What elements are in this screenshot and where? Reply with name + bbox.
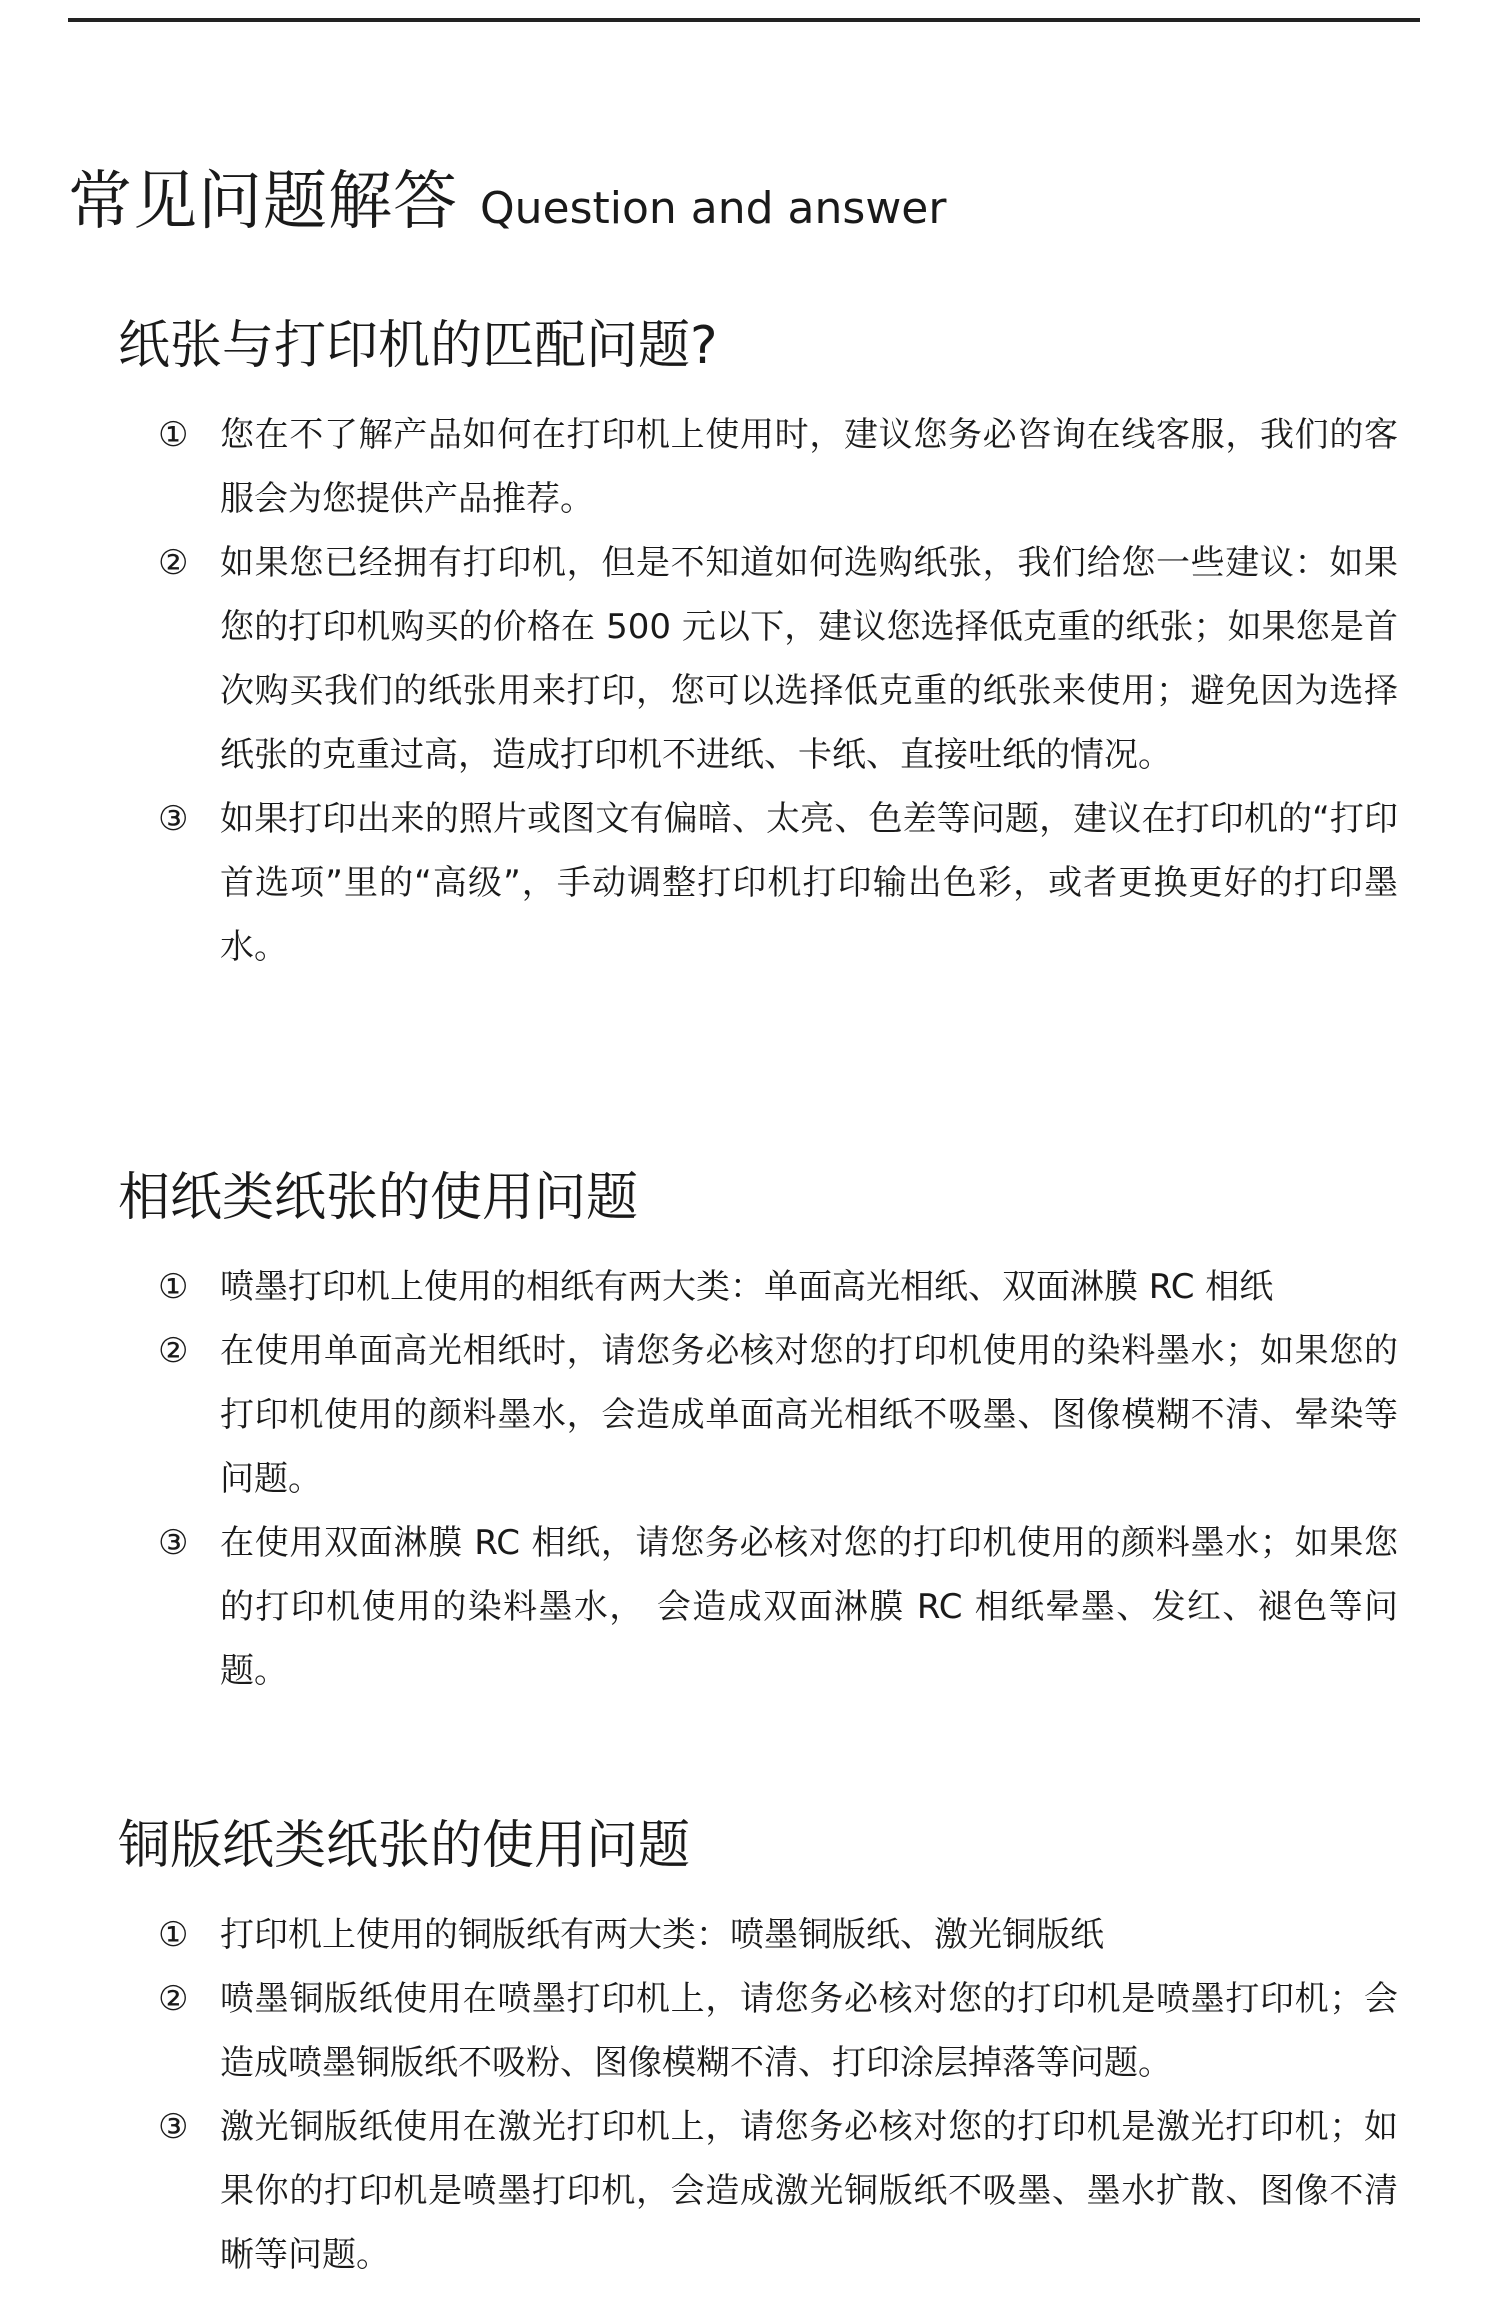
item-text: 打印机上使用的铜版纸有两大类：喷墨铜版纸、激光铜版纸 (220, 1915, 1104, 1956)
item-text: 如果您已经拥有打印机，但是不知道如何选购纸张，我们给您一些建议：如果您的打印机购买的价格在 500 元以下，建议您选择低克重的纸张；如果您是首次购买我们的纸张用来打印，您可以选择低克重的纸张来使用；避免因为选择纸张的克重过高，造成打印机不进纸、卡纸、直接吐纸的情况。 (220, 543, 1398, 776)
section-coated-paper-usage (118, 1818, 1398, 2287)
item-number: ① (158, 415, 189, 456)
item-text: 喷墨打印机上使用的相纸有两大类：单面高光相纸、双面淋膜 RC 相纸 (220, 1267, 1274, 1308)
item-number: ② (158, 1331, 189, 1372)
section-title: 纸张与打印机的匹配问题? (118, 316, 718, 376)
item-number: ② (158, 1979, 189, 2020)
section-title: 相纸类纸张的使用问题 (118, 1168, 639, 1228)
item-number: ① (158, 1267, 189, 1308)
qa-list (118, 1255, 1398, 1703)
list-item (158, 1255, 1398, 1319)
section-photo-paper-usage (118, 1170, 1398, 1703)
item-text: 如果打印出来的照片或图文有偏暗、太亮、色差等问题，建议在打印机的“打印首选项”里的“高级”，手动调整打印机打印输出色彩，或者更换更好的打印墨水。 (220, 799, 1398, 968)
item-text: 激光铜版纸使用在激光打印机上，请您务必核对您的打印机是激光打印机；如果你的打印机是喷墨打印机，会造成激光铜版纸不吸墨、墨水扩散、图像不清晰等问题。 (220, 2107, 1398, 2276)
item-number: ③ (158, 799, 189, 840)
list-item (158, 1511, 1398, 1703)
item-number: ③ (158, 2107, 189, 2148)
page-header (68, 150, 946, 242)
item-number: ③ (158, 1523, 189, 1564)
qa-list (118, 1903, 1398, 2287)
section-printer-paper-matching (118, 318, 1398, 979)
item-text: 在使用单面高光相纸时，请您务必核对您的打印机使用的染料墨水；如果您的打印机使用的颜料墨水，会造成单面高光相纸不吸墨、图像模糊不清、晕染等问题。 (220, 1331, 1398, 1500)
list-item (158, 2095, 1398, 2287)
list-item (158, 531, 1398, 787)
list-item (158, 1319, 1398, 1511)
qa-list (118, 403, 1398, 979)
list-item (158, 1903, 1398, 1967)
list-item (158, 787, 1398, 979)
item-number: ② (158, 543, 189, 584)
list-item (158, 1967, 1398, 2095)
list-item (158, 403, 1398, 531)
page-subtitle: Question and answer (480, 183, 947, 234)
item-text: 您在不了解产品如何在打印机上使用时，建议您务必咨询在线客服，我们的客服会为您提供产品推荐。 (220, 415, 1398, 520)
item-number: ① (158, 1915, 189, 1956)
item-text: 在使用双面淋膜 RC 相纸，请您务必核对您的打印机使用的颜料墨水；如果您的打印机使用的染料墨水， 会造成双面淋膜 RC 相纸晕墨、发红、褪色等问题。 (220, 1523, 1398, 1692)
item-text: 喷墨铜版纸使用在喷墨打印机上，请您务必核对您的打印机是喷墨打印机；会造成喷墨铜版纸不吸粉、图像模糊不清、打印涂层掉落等问题。 (220, 1979, 1398, 2084)
top-divider (68, 18, 1420, 22)
page-title: 常见问题解答 (68, 165, 458, 239)
section-title: 铜版纸类纸张的使用问题 (118, 1816, 691, 1876)
